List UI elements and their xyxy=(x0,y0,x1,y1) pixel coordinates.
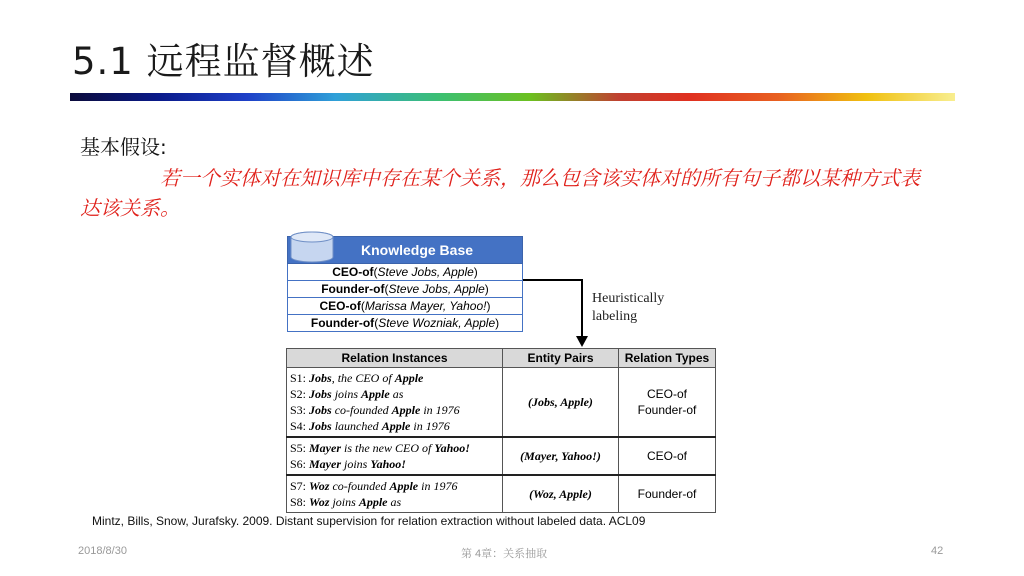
footer-page-number: 42 xyxy=(931,545,944,557)
kb-args: Marissa Mayer, Yahoo! xyxy=(364,299,487,313)
kb-args: Steve Wozniak, Apple xyxy=(378,316,496,330)
relation-types-cell xyxy=(619,475,716,513)
knowledge-base-header xyxy=(287,236,523,264)
relation-instance: S6: Mayer joins Yahoo! xyxy=(290,457,406,471)
kb-relation: CEO-of xyxy=(332,265,374,279)
table-row xyxy=(287,437,716,475)
entity-pair-cell: (Mayer, Yahoo!) xyxy=(503,437,619,475)
knowledge-base-table xyxy=(287,236,523,332)
header-entity-pairs: Entity Pairs xyxy=(503,349,619,368)
header-relation-instances: Relation Instances xyxy=(287,349,503,368)
kb-relation: Founder-of xyxy=(310,316,375,330)
title-underline-gradient xyxy=(70,93,955,101)
assumption-label: 基本假设: xyxy=(80,135,167,159)
citation: Mintz, Bills, Snow, Jurafsky. 2009. Distant supervision for relation extraction without labeled data. ACL09 xyxy=(92,514,646,528)
table-row xyxy=(287,368,716,438)
heuristic-line-2: labeling xyxy=(592,309,638,324)
knowledge-base-title: Knowledge Base xyxy=(360,242,474,258)
heuristic-line-1: Heuristically xyxy=(592,291,665,306)
labeling-arrow-icon xyxy=(520,278,600,348)
database-icon xyxy=(289,231,335,263)
relation-instance: S3: Jobs co-founded Apple in 1976 xyxy=(290,403,460,417)
instances-cell xyxy=(287,368,503,438)
kb-row: Founder-of(Steve Wozniak, Apple) xyxy=(287,315,523,332)
assumption-text: 若一个实体对在知识库中存在某个关系，那么包含该实体对的所有句子都以某种方式表达该关系。 xyxy=(80,166,920,220)
relation-instance: S8: Woz joins Apple as xyxy=(290,495,402,509)
relation-type: Founder-of xyxy=(637,403,697,417)
relation-type: Founder-of xyxy=(637,487,697,501)
kb-args: Steve Jobs, Apple xyxy=(388,282,485,296)
header-relation-types: Relation Types xyxy=(619,349,716,368)
instances-cell xyxy=(287,437,503,475)
kb-relation: CEO-of xyxy=(319,299,361,313)
relation-types-cell xyxy=(619,437,716,475)
footer-chapter: 第 4章：关系抽取 xyxy=(461,548,548,560)
kb-row: CEO-of(Steve Jobs, Apple) xyxy=(287,264,523,281)
kb-relation: Founder-of xyxy=(321,282,385,296)
page-title: 5.1 远程监督概述 xyxy=(72,40,375,83)
relation-type: CEO-of xyxy=(646,387,687,401)
relation-type: CEO-of xyxy=(646,449,687,463)
instances-cell xyxy=(287,475,503,513)
entity-pair-cell: (Jobs, Apple) xyxy=(503,368,619,438)
footer-date: 2018/8/30 xyxy=(78,545,127,557)
relation-types-cell xyxy=(619,368,716,438)
relation-instance: S1: Jobs, the CEO of Apple xyxy=(290,371,424,385)
relation-instances-table xyxy=(286,348,716,513)
relation-instance: S5: Mayer is the new CEO of Yahoo! xyxy=(290,441,470,455)
relation-instance: S4: Jobs launched Apple in 1976 xyxy=(290,419,450,433)
kb-args: Steve Jobs, Apple xyxy=(377,265,474,279)
kb-row: CEO-of(Marissa Mayer, Yahoo!) xyxy=(287,298,523,315)
relation-instance: S2: Jobs joins Apple as xyxy=(290,387,404,401)
relation-instance: S7: Woz co-founded Apple in 1976 xyxy=(290,479,458,493)
table-row xyxy=(287,475,716,513)
entity-pair-cell: (Woz, Apple) xyxy=(503,475,619,513)
assumption-paragraph xyxy=(80,163,920,223)
kb-row: Founder-of(Steve Jobs, Apple) xyxy=(287,281,523,298)
heuristic-label xyxy=(592,290,664,326)
